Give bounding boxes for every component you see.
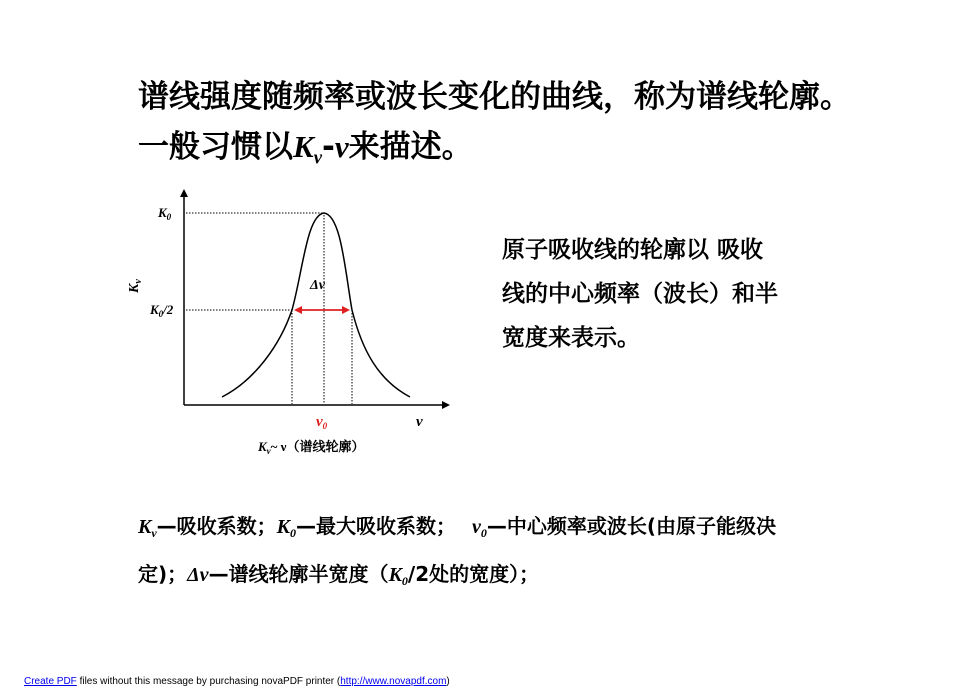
- def-dnu-text: —谱线轮廓半宽度（: [208, 562, 389, 587]
- nu0-label: $\nu_0$: [316, 414, 328, 431]
- symbol-definitions: [138, 506, 938, 602]
- title-dash: -: [321, 129, 335, 165]
- create-pdf-link[interactable]: Create PDF: [24, 676, 77, 687]
- def-nu0-sub: 0: [480, 526, 487, 541]
- spectral-line-profile-diagram: [110, 185, 470, 465]
- title-k-subscript: ν: [313, 147, 322, 169]
- def-half-text: /2处的宽度）；: [407, 562, 540, 587]
- profile-description: [502, 228, 862, 360]
- title-line-1: 谱线强度随频率或波长变化的曲线，称为谱线轮廓。: [138, 79, 851, 115]
- def-k0-sub: 0: [290, 526, 297, 541]
- profile-curve: [222, 213, 410, 397]
- figure-caption: $K_\nu\sim$ ν（谱线轮廓）: [258, 439, 365, 456]
- title-nu-symbol: ν: [334, 129, 349, 164]
- description-line-2: 线的中心频率（波长）和半: [502, 281, 778, 307]
- def-nu0-text: —中心频率或波长(由原子能级决: [486, 514, 777, 538]
- pdf-footer: [24, 676, 450, 687]
- description-line-3: 宽度来表示。: [502, 325, 640, 351]
- def-k-sub: ν: [151, 526, 157, 541]
- description-line-1: 原子吸收线的轮廓以 吸收: [502, 237, 764, 263]
- title-line2-prefix: 一般习惯以: [138, 129, 293, 165]
- y-axis-label: $K_\nu$: [127, 279, 144, 293]
- def-line2-prefix: 定)；: [138, 562, 188, 587]
- def-k-text: —吸收系数；: [156, 514, 277, 538]
- novapdf-link[interactable]: http://www.novapdf.com: [340, 676, 447, 687]
- def-k-symbol: K: [138, 516, 152, 538]
- def-half-symbol: K: [388, 564, 402, 587]
- delta-nu-label: Δν: [310, 278, 325, 293]
- k0-label: $K_0$: [158, 205, 172, 222]
- footer-text-end: ): [446, 676, 450, 687]
- def-half-sub: 0: [401, 574, 408, 589]
- def-k0-text: —最大吸收系数；: [296, 514, 457, 538]
- definitions-line-2: [138, 554, 938, 602]
- page-title: [138, 72, 851, 184]
- title-line2-suffix: 来描述。: [348, 129, 473, 165]
- def-nu0-symbol: ν: [472, 516, 481, 538]
- title-line-2: [138, 122, 851, 184]
- definitions-line-1: [138, 506, 938, 554]
- x-axis-label: ν: [416, 414, 423, 430]
- footer-text: files without this message by purchasing novaPDF printer (: [76, 676, 341, 687]
- title-k-symbol: K: [293, 129, 314, 164]
- khalf-label: $K_0/2$: [150, 302, 174, 319]
- def-dnu-symbol: Δν: [187, 564, 209, 587]
- def-k0-symbol: K: [276, 516, 291, 538]
